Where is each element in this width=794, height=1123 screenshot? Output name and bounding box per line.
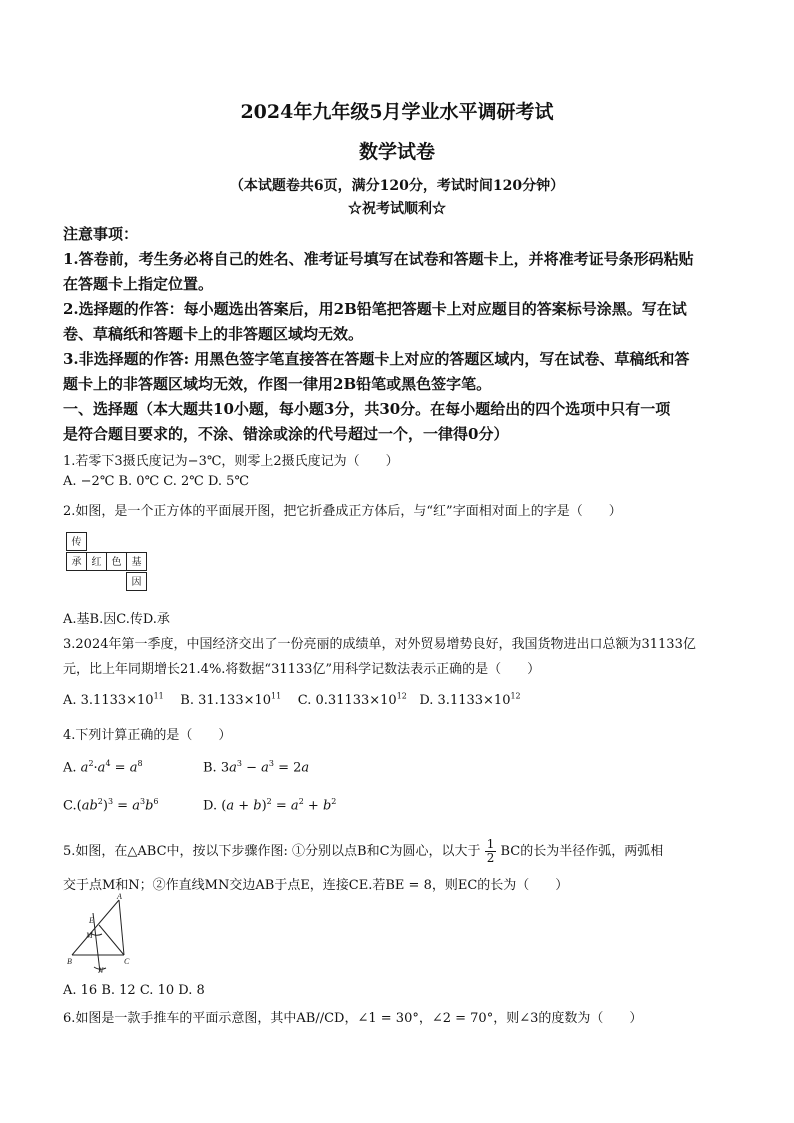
q3-stem-line-2: 元，比上年同期增长21.4%.将数据“31133亿”用科学记数法表示正确的是（ ） xyxy=(63,662,541,677)
note-2-line-1: 2.选择题的作答：每小题选出答案后，用2B铅笔把答题卡上对应题目的答案标号涂黑。写在试 xyxy=(63,300,687,318)
q3-stem-line-1: 3.2024年第一季度，中国经济交出了一份亮丽的成绩单，对外贸易增势良好，我国货物进出口总额为31133亿 xyxy=(63,637,696,652)
q1-stem: 1.若零下3摄氏度记为−3℃，则零上2摄氏度记为（ ） xyxy=(63,454,399,469)
note-3-line-1: 3.非选择题的作答: 用黑色签字笔直接答在答题卡上对应的答题区域内，写在试卷、草稿纸和答 xyxy=(63,350,690,368)
net-face-yin: 因 xyxy=(126,572,147,591)
label-b: B xyxy=(67,957,72,966)
q4-stem: 4.下列计算正确的是（ ） xyxy=(63,728,232,743)
q1-options: A. −2℃ B. 0℃ C. 2℃ D. 5℃ xyxy=(63,474,249,489)
net-face-chuan: 传 xyxy=(66,532,87,551)
q2-stem: 2.如图，是一个正方体的平面展开图，把它折叠成正方体后，与“红”字面相对面上的字是（ ） xyxy=(63,504,622,519)
exam-wish: ☆祝考试顺利☆ xyxy=(348,201,446,217)
net-face-ji: 基 xyxy=(126,552,147,571)
page-title: 2024年九年级5月学业水平调研考试 xyxy=(240,101,554,123)
q4-option-a: A. $a^2\cdot a^4 = a^8$ xyxy=(63,759,143,776)
fraction-one-half: $\frac{1}{2}$ xyxy=(486,837,495,865)
q4-option-b: B. $3a^3 - a^3 = 2a$ xyxy=(203,759,310,776)
label-n: N xyxy=(98,966,104,975)
side-ac xyxy=(119,900,124,955)
exam-info: （本试题卷共6页，满分120分，考试时间120分钟） xyxy=(229,178,565,194)
q6-stem: 6.如图是一款手推车的平面示意图，其中AB//CD，∠1 = 30°，∠2 = 70°，则∠3的度数为（ ） xyxy=(63,1011,643,1026)
label-c: C xyxy=(124,957,130,966)
net-face-se: 色 xyxy=(106,552,127,571)
segment-ec xyxy=(99,925,124,955)
page-subtitle: 数学试卷 xyxy=(358,141,435,163)
q4-option-c: $C.(ab^2)^3 = a^3b^6$ xyxy=(63,797,159,814)
q5-options: A. 16 B. 12 C. 10 D. 8 xyxy=(63,983,205,998)
note-1-line-1: 1.答卷前，考生务必将自己的姓名、准考证号填写在试卷和答题卡上，并将准考证号条形码粘贴 xyxy=(63,250,694,268)
net-face-hong: 红 xyxy=(86,552,107,571)
label-m: M xyxy=(86,931,93,940)
q5-stem-line-1: 5.如图，在△ABC中，按以下步骤作图: ①分别以点B和C为圆心，以大于 $\frac{1}{2}$ BC的长为半径作弧，两弧相 xyxy=(63,837,664,865)
section-heading-line-2: 是符合题目要求的，不涂、错涂或涂的代号超过一个，一律得0分） xyxy=(63,425,509,443)
label-a: A xyxy=(117,893,122,901)
note-3-line-2: 题卡上的非答题区域均无效，作图一律用2B铅笔或黑色签字笔。 xyxy=(63,375,492,393)
q3-option-c: C. $0.31133\times 10^{12}$ xyxy=(297,692,407,709)
note-1-line-2: 在答题卡上指定位置。 xyxy=(63,275,214,293)
q3-options xyxy=(63,692,521,708)
label-e: E xyxy=(89,916,94,925)
q3-option-d: D. $3.1133\times 10^{12}$ xyxy=(419,692,521,709)
q4-option-d: D. $(a + b)^2 = a^2 + b^2$ xyxy=(203,797,337,814)
section-heading-line-1: 一、选择题（本大题共10小题，每小题3分，共30分。在每小题给出的四个选项中只有一项 xyxy=(63,400,671,418)
notes-heading: 注意事项： xyxy=(63,225,139,243)
q3-option-a: A. $3.1133\times 10^{11}$ xyxy=(63,692,164,709)
net-face-cheng: 承 xyxy=(66,552,87,571)
q3-option-b: B. $31.133\times 10^{11}$ xyxy=(180,692,282,709)
q2-options: A.基B.因C.传D.承 xyxy=(63,612,170,627)
note-2-line-2: 卷、草稿纸和答题卡上的非答题区域均无效。 xyxy=(63,325,364,343)
q5-stem-line-2: 交于点M和N；②作直线MN交边AB于点E，连接CE.若BE = 8，则EC的长为（ ） xyxy=(63,878,569,893)
side-ab xyxy=(72,900,119,955)
perpendicular-bisector-mn xyxy=(93,913,100,972)
triangle-construction-figure xyxy=(62,893,142,975)
